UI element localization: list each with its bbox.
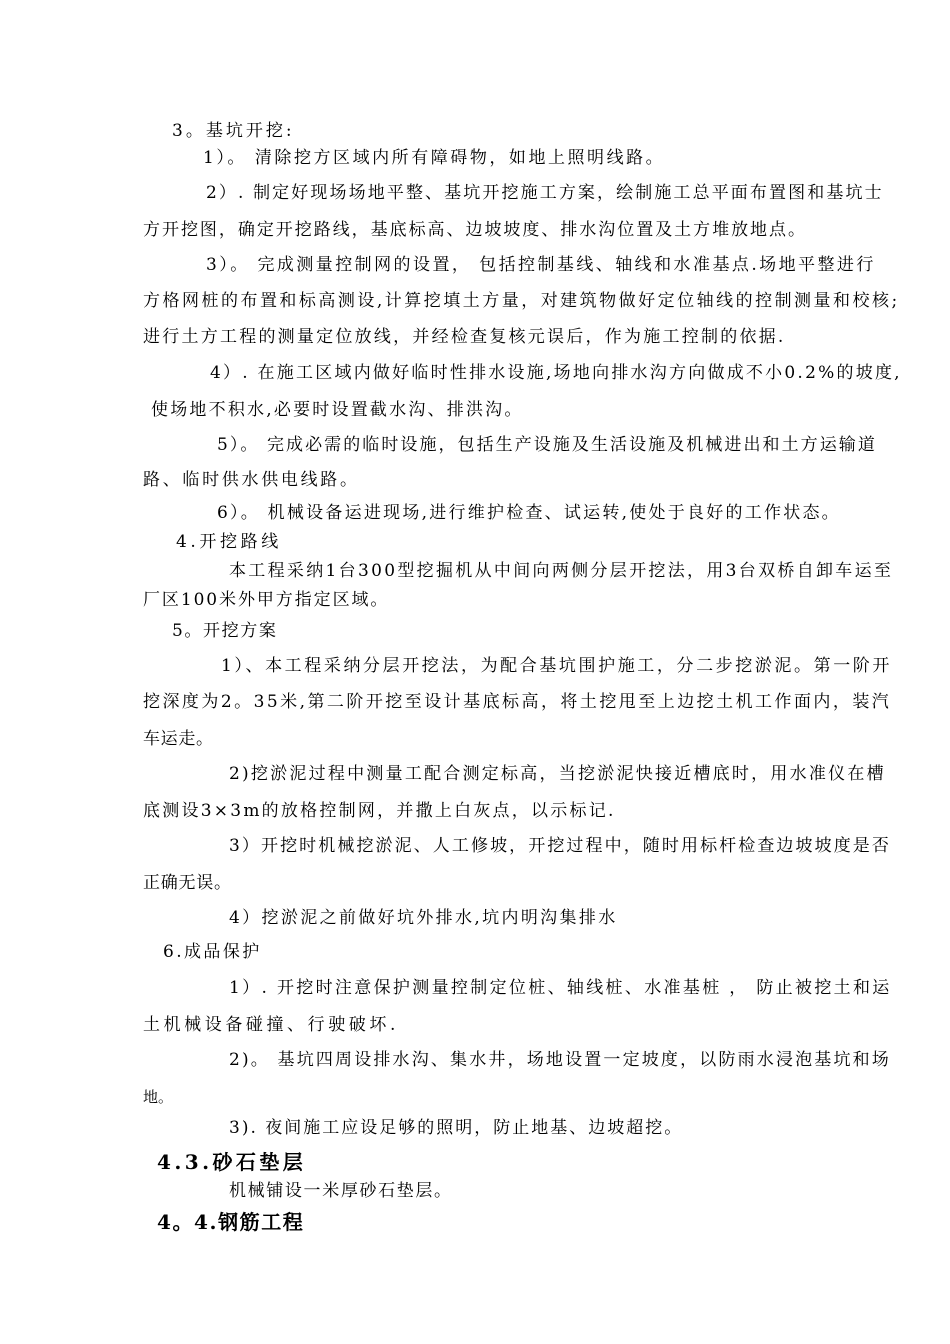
paragraph-line: 3). 夜间施工应设足够的照明，防止地基、边坡超挖。 [229,1118,684,1138]
paragraph-line: 3）。 完成测量控制网的设置， 包括控制基线、轴线和水准基点.场地平整进行 [206,255,876,275]
paragraph-line: 6）。 机械设备运进现场,进行维护检查、试运转,使处于良好的工作状态。 [217,503,841,523]
paragraph-line: 底测设3×3m的放格控制网，并撒上白灰点，以示标记. [143,801,616,821]
section-4-title: 4.开挖路线 [176,532,282,552]
paragraph-line: 2）. 制定好现场场地平整、基坑开挖施工方案，绘制施工总平面布置图和基坑士 [206,183,884,203]
paragraph-line: 机械铺设一米厚砂石垫层。 [229,1181,453,1201]
paragraph-line: 方格网桩的布置和标高测设,计算挖填土方量，对建筑物做好定位轴线的控制测量和校核; [143,291,900,311]
paragraph-line: 1）. 开挖时注意保护测量控制定位桩、轴线桩、水准基桩 ， 防止被挖土和运 [229,978,892,998]
paragraph-line: 进行土方工程的测量定位放线，并经检查复核元误后，作为施工控制的依据. [143,327,786,347]
heading-4-3: 4.3.砂石垫层 [157,1150,307,1174]
paragraph-line: 土机械设备碰撞、行驶破坏. [143,1015,399,1035]
section-5-title: 5。开挖方案 [172,621,278,641]
paragraph-line: 本工程采纳1台300型挖掘机从中间向两侧分层开挖法，用3台双桥自卸车运至 [229,561,894,581]
paragraph-line: 2)挖淤泥过程中测量工配合测定标高，当挖淤泥快接近槽底时，用水准仪在槽 [229,764,886,784]
paragraph-line: 5）。 完成必需的临时设施，包括生产设施及生活设施及机械进出和土方运输道 [217,435,877,455]
heading-4-4: 4。4.钢筋工程 [157,1210,305,1234]
paragraph-line: 使场地不积水,必要时设置截水沟、排洪沟。 [151,400,524,420]
paragraph-line: 2)。 基坑四周设排水沟、集水井，场地设置一定坡度，以防雨水浸泡基坑和场 [229,1050,891,1070]
paragraph-line: 1）。 清除挖方区域内所有障碍物，如地上照明线路。 [203,148,666,168]
section-6-title: 6.成品保护 [163,942,262,962]
paragraph-line: 厂区100米外甲方指定区域。 [143,590,390,610]
paragraph-line: 正确无误。 [143,873,232,893]
paragraph-line: 4）挖淤泥之前做好坑外排水,坑内明沟集排水 [229,908,618,928]
paragraph-line: 方开挖图，确定开挖路线，基底标高、边坡坡度、排水沟位置及土方堆放地点。 [143,220,807,240]
paragraph-line: 车运走。 [143,729,214,749]
paragraph-line: 地。 [143,1088,174,1106]
paragraph-line: 挖深度为2。35米,第二阶开挖至设计基底标高，将土挖甩至上边挖土机工作面内，装汽 [143,692,892,712]
paragraph-line: 路、临时供水供电线路。 [143,470,360,490]
paragraph-line: 4）. 在施工区域内做好临时性排水设施,场地向排水沟方向做成不小0.2%的坡度, [210,363,902,383]
paragraph-line: 3）开挖时机械挖淤泥、人工修坡，开挖过程中，随时用标杆检查边坡坡度是否 [229,836,891,856]
section-3-title: 3。基坑开挖: [172,121,295,141]
paragraph-line: 1）、本工程采纳分层开挖法，为配合基坑围护施工，分二步挖淤泥。第一阶开 [221,656,892,676]
